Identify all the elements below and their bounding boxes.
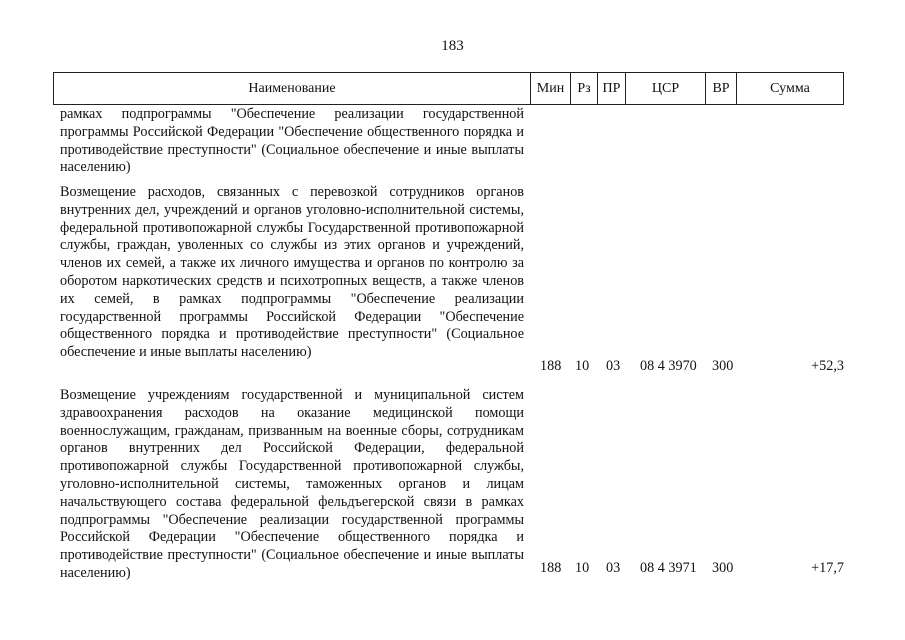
header-min: Мин [531,73,571,105]
header-vr: ВР [706,73,737,105]
table-header [53,72,844,105]
row-pr: 03 [606,358,621,374]
header-pr: ПР [598,73,626,105]
header-sum: Сумма [737,73,844,105]
row-rz: 10 [575,560,590,576]
row-sum: +17,7 [811,560,844,576]
row-csr: 08 4 3971 [640,560,697,576]
row-min: 188 [540,358,562,374]
row-csr: 08 4 3970 [640,358,697,374]
header-csr: ЦСР [626,73,706,105]
row-text-medical-reimbursement: Возмещение учреждениям государственной и муниципальной систем здравоохранения расходов на оказание медицинской помощи военнослужащим, гражданам, призванным на военные сборы, сотрудникам органов внутренних дел Российской Федерации, федеральной противопожарной службы Государственной противопожарной службы, уголовно-исполнительной системы, таможенных органов и лицам начальствующего состава федеральной фельдъегерской связи в рамках подпрограммы "Обеспечение реализации государственной программы Российской Федерации "Обеспечение общественного порядка и противодействие преступности" (Социальное обеспечение и иные выплаты населению) [60,387,524,581]
table-row-codes [530,358,850,376]
row-vr: 300 [712,358,734,374]
header-rz: Рз [571,73,598,105]
row-rz: 10 [575,358,590,374]
header-name: Наименование [54,73,531,105]
row-text-continuation: рамках подпрограммы "Обеспечение реализации государственной программы Российской Федерации "Обеспечение общественного порядка и противодействие преступности" (Социальное обеспечение и иные выплаты населению) [60,106,524,176]
row-min: 188 [540,560,562,576]
row-vr: 300 [712,560,734,576]
table-row-codes [530,560,850,578]
row-pr: 03 [606,560,621,576]
row-text-transport-reimbursement: Возмещение расходов, связанных с перевозкой сотрудников органов внутренних дел, учреждений и органов уголовно-исполнительной системы, федеральной противопожарной службы Государственной противопожарной службы, граждан, уволенных со службы из этих органов и учреждений, членов их семей, а также их личного имущества и органов по контролю за оборотом наркотических средств и психотропных веществ, а также членов их семей, в рамках подпрограммы "Обеспечение реализации государственной программы Российской Федерации "Обеспечение общественного порядка и противодействие преступности" (Социальное обеспечение и иные выплаты населению) [60,184,524,361]
page-number: 183 [441,38,464,54]
row-sum: +52,3 [811,358,844,374]
